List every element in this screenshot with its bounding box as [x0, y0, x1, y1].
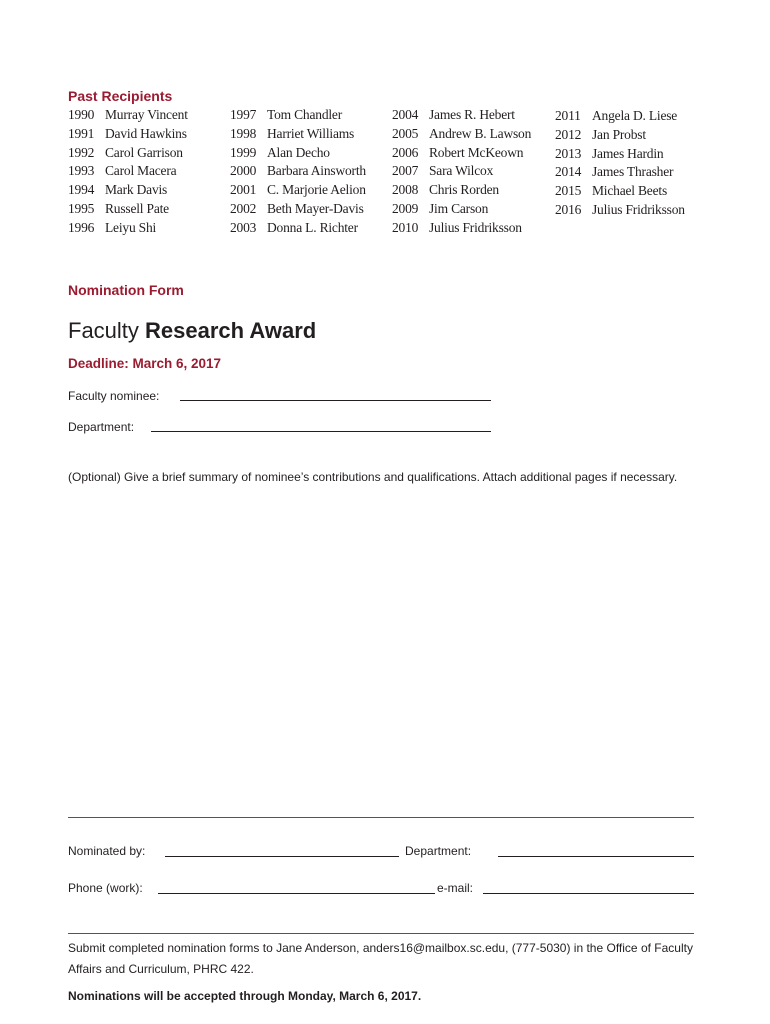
recipient-row: [392, 144, 531, 163]
recipient-name: Carol Macera: [105, 163, 177, 179]
nominated-by-label: Nominated by:: [68, 844, 146, 858]
recipient-row: [230, 181, 366, 200]
recipient-row: [555, 126, 685, 145]
recipient-year: 2010: [392, 219, 419, 235]
recipient-row: [68, 106, 188, 125]
recipients-column: [392, 106, 531, 238]
recipient-name: James R. Hebert: [429, 107, 515, 122]
email-label: e-mail:: [437, 881, 474, 895]
recipient-year: 2011: [555, 108, 581, 123]
recipient-row: [555, 201, 685, 220]
recipient-name: Barbara Ainsworth: [267, 163, 366, 179]
recipients-column: [68, 106, 188, 238]
recipient-name: Robert McKeown: [429, 144, 524, 160]
recipient-year: 2002: [230, 200, 257, 216]
recipient-name: David Hawkins: [105, 125, 187, 141]
recipient-row: [230, 144, 366, 163]
recipient-name: James Hardin: [592, 145, 664, 161]
recipient-name: Sara Wilcox: [429, 163, 494, 179]
recipient-name: James Thrasher: [592, 164, 674, 180]
recipient-year: 2004: [392, 107, 419, 122]
acceptance-notice: Nominations will be accepted through Monday, March 6, 2017.: [68, 989, 422, 1003]
recipient-name: Julius Fridriksson: [592, 201, 685, 217]
recipient-row: [555, 163, 685, 182]
recipients-column: [230, 106, 366, 238]
recipient-year: 2007: [392, 163, 419, 179]
recipient-row: [392, 125, 531, 144]
recipient-name: Andrew B. Lawson: [429, 125, 532, 141]
recipient-name: Julius Fridriksson: [429, 219, 522, 235]
recipients-column: [555, 107, 685, 220]
recipient-year: 1998: [230, 125, 257, 141]
department-field[interactable]: [151, 431, 491, 432]
phone-label: Phone (work):: [68, 881, 143, 895]
recipient-row: [68, 162, 188, 181]
recipient-row: [230, 219, 366, 238]
faculty-nominee-label: Faculty nominee:: [68, 389, 160, 403]
recipient-name: Angela D. Liese: [592, 108, 678, 123]
recipient-row: [392, 200, 531, 219]
recipient-name: Jim Carson: [429, 200, 489, 216]
recipient-year: 1990: [68, 107, 95, 122]
recipient-name: Michael Beets: [592, 183, 667, 199]
summary-area[interactable]: [68, 510, 694, 810]
recipient-name: Carol Garrison: [105, 144, 183, 160]
recipient-year: 2006: [392, 144, 419, 160]
recipient-row: [392, 219, 531, 238]
recipient-row: [555, 145, 685, 164]
nomination-form-heading: Nomination Form: [68, 282, 184, 298]
recipient-name: Russell Pate: [105, 200, 169, 216]
recipient-year: 1995: [68, 200, 95, 216]
recipient-row: [555, 182, 685, 201]
faculty-nominee-field[interactable]: [180, 400, 491, 401]
recipient-year: 2014: [555, 164, 582, 180]
deadline: Deadline: March 6, 2017: [68, 356, 222, 371]
recipient-year: 2008: [392, 182, 419, 198]
recipient-year: 2016: [555, 201, 582, 217]
recipient-name: Alan Decho: [267, 144, 330, 160]
department-label: Department:: [68, 420, 135, 434]
recipient-name: Chris Rorden: [429, 182, 499, 198]
recipient-year: 2015: [555, 183, 582, 199]
nominated-by-field[interactable]: [165, 856, 399, 857]
award-title-light: Faculty: [68, 318, 146, 343]
recipient-year: 1992: [68, 144, 95, 160]
recipient-row: [68, 200, 188, 219]
recipient-name: Beth Mayer-Davis: [267, 200, 364, 216]
recipient-year: 2003: [230, 219, 257, 235]
recipient-name: Harriet Williams: [267, 125, 355, 141]
recipient-year: 1991: [68, 125, 95, 141]
recipient-row: [68, 144, 188, 163]
recipient-row: [230, 125, 366, 144]
recipient-row: [68, 125, 188, 144]
phone-field[interactable]: [158, 893, 435, 894]
recipient-year: 1997: [230, 107, 257, 122]
recipient-row: [230, 200, 366, 219]
recipient-name: Murray Vincent: [105, 107, 188, 122]
recipient-year: 2012: [555, 126, 582, 142]
recipient-row: [230, 106, 366, 125]
recipient-row: [555, 107, 685, 126]
past-recipients-heading: Past Recipients: [68, 88, 173, 104]
recipient-year: 2005: [392, 125, 419, 141]
award-title-bold: Research Award: [145, 318, 317, 343]
email-field[interactable]: [483, 893, 694, 894]
recipient-name: Jan Probst: [592, 126, 646, 142]
recipient-row: [230, 162, 366, 181]
recipient-name: C. Marjorie Aelion: [267, 182, 366, 198]
recipient-row: [392, 106, 531, 125]
recipient-year: 2000: [230, 163, 257, 179]
recipient-row: [392, 162, 531, 181]
recipient-row: [68, 219, 188, 238]
recipient-year: 2001: [230, 182, 257, 198]
recipient-year: 1999: [230, 144, 257, 160]
recipient-row: [68, 181, 188, 200]
recipient-name: Donna L. Richter: [267, 219, 358, 235]
submission-instructions: Submit completed nomination forms to Jane Anderson, anders16@mailbox.sc.edu, (777-5030) in the Office of Faculty Affairs and Curriculum, PHRC 422.: [68, 941, 693, 976]
nominator-department-label: Department:: [405, 844, 472, 858]
recipient-year: 1993: [68, 163, 95, 179]
instructions: (Optional) Give a brief summary of nominee’s contributions and qualifications. Attach additional pages if necessary.: [68, 470, 678, 484]
divider: [68, 933, 694, 934]
divider: [68, 817, 694, 818]
recipient-name: Mark Davis: [105, 182, 168, 198]
recipient-year: 2013: [555, 145, 582, 161]
recipient-name: Tom Chandler: [267, 107, 343, 122]
recipient-row: [392, 181, 531, 200]
recipient-year: 1994: [68, 182, 95, 198]
recipient-name: Leiyu Shi: [105, 219, 157, 235]
recipient-year: 2009: [392, 200, 419, 216]
award-title: [68, 318, 316, 344]
nominator-department-field[interactable]: [498, 856, 694, 857]
recipient-year: 1996: [68, 219, 95, 235]
